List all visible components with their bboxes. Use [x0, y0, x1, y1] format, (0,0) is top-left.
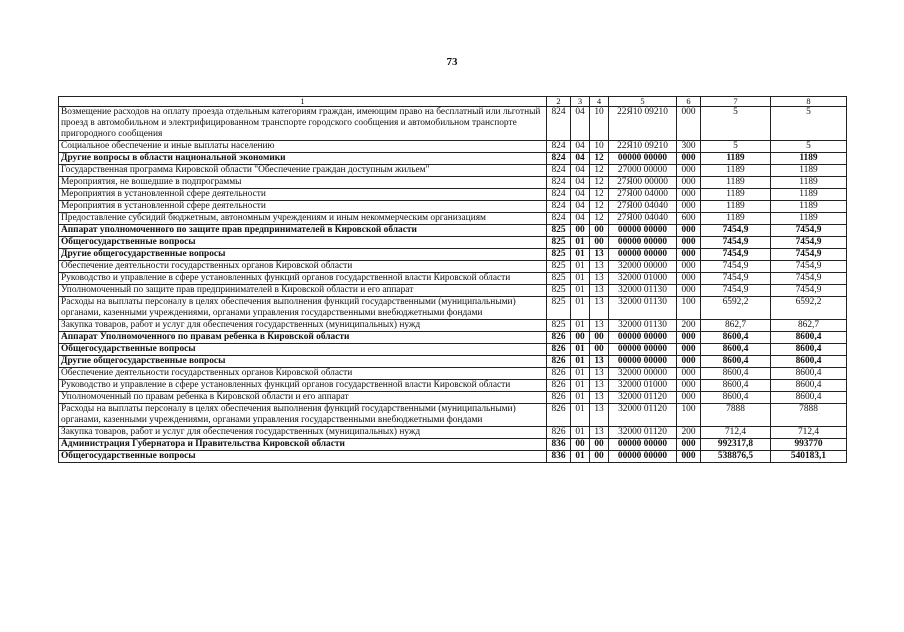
row-amount-2: 1189 [771, 153, 847, 165]
row-expense-type: 200 [677, 320, 701, 332]
row-section: 01 [571, 261, 590, 273]
row-section: 01 [571, 285, 590, 297]
row-expense-type: 300 [677, 141, 701, 153]
row-subsection: 12 [590, 213, 609, 225]
row-target-article: 27Я00 00000 [609, 177, 677, 189]
row-chapter: 825 [547, 225, 571, 237]
row-amount-2: 1189 [771, 189, 847, 201]
row-name: Возмещение расходов на оплату проезда отдельным категориям граждан, имеющим право на бесплатный или льготный проезд в автомобильном и электрифицированном транспорте городского сообщения и автомобильном транспорте пригородного сообщения [59, 107, 547, 141]
row-amount-2: 993770 [771, 439, 847, 451]
row-subsection: 13 [590, 380, 609, 392]
row-amount-1: 1189 [701, 153, 771, 165]
row-target-article: 00000 00000 [609, 439, 677, 451]
row-amount-2: 862,7 [771, 320, 847, 332]
header-col-1: 1 [59, 97, 547, 107]
row-target-article: 32000 01120 [609, 427, 677, 439]
table-header-row [59, 97, 847, 107]
row-target-article: 00000 00000 [609, 332, 677, 344]
row-name: Мероприятия в установленной сфере деятельности [59, 189, 547, 201]
row-amount-1: 5 [701, 141, 771, 153]
row-target-article: 00000 00000 [609, 153, 677, 165]
row-section: 01 [571, 249, 590, 261]
row-section: 04 [571, 107, 590, 141]
row-target-article: 27000 00000 [609, 165, 677, 177]
row-target-article: 32000 01130 [609, 297, 677, 320]
row-chapter: 825 [547, 237, 571, 249]
row-amount-1: 538876,5 [701, 451, 771, 463]
row-name: Руководство и управление в сфере установленных функций органов государственной власти Кировской области [59, 380, 547, 392]
table-row [59, 225, 847, 237]
row-section: 04 [571, 165, 590, 177]
row-expense-type: 000 [677, 332, 701, 344]
row-expense-type: 000 [677, 153, 701, 165]
row-expense-type: 000 [677, 177, 701, 189]
row-amount-1: 1189 [701, 177, 771, 189]
table-row [59, 237, 847, 249]
row-name: Обеспечение деятельности государственных органов Кировской области [59, 368, 547, 380]
row-name: Аппарат Уполномоченного по правам ребенка в Кировской области [59, 332, 547, 344]
row-amount-1: 6592,2 [701, 297, 771, 320]
row-name: Закупка товаров, работ и услуг для обеспечения государственных (муниципальных) нужд [59, 427, 547, 439]
row-section: 04 [571, 189, 590, 201]
row-amount-2: 6592,2 [771, 297, 847, 320]
row-subsection: 00 [590, 237, 609, 249]
row-amount-2: 5 [771, 141, 847, 153]
row-subsection: 13 [590, 392, 609, 404]
row-name: Общегосударственные вопросы [59, 451, 547, 463]
row-chapter: 825 [547, 261, 571, 273]
row-chapter: 824 [547, 213, 571, 225]
row-chapter: 825 [547, 273, 571, 285]
row-amount-2: 8600,4 [771, 380, 847, 392]
row-name: Уполномоченный по защите прав предпринимателей в Кировской области и его аппарат [59, 285, 547, 297]
row-expense-type: 000 [677, 261, 701, 273]
row-amount-1: 7888 [701, 404, 771, 427]
table-row [59, 344, 847, 356]
header-col-8: 8 [771, 97, 847, 107]
row-name: Администрация Губернатора и Правительства Кировской области [59, 439, 547, 451]
table-row [59, 451, 847, 463]
row-subsection: 13 [590, 297, 609, 320]
row-chapter: 824 [547, 201, 571, 213]
row-name: Общегосударственные вопросы [59, 237, 547, 249]
row-amount-2: 540183,1 [771, 451, 847, 463]
header-col-7: 7 [701, 97, 771, 107]
row-expense-type: 000 [677, 165, 701, 177]
row-amount-1: 5 [701, 107, 771, 141]
row-expense-type: 000 [677, 249, 701, 261]
row-subsection: 00 [590, 439, 609, 451]
row-name: Предоставление субсидий бюджетным, автономным учреждениям и иным некоммерческим организациям [59, 213, 547, 225]
row-subsection: 12 [590, 189, 609, 201]
row-amount-2: 7888 [771, 404, 847, 427]
row-name: Мероприятия, не вошедшие в подпрограммы [59, 177, 547, 189]
row-chapter: 826 [547, 356, 571, 368]
row-name: Другие вопросы в области национальной экономики [59, 153, 547, 165]
row-amount-2: 5 [771, 107, 847, 141]
row-section: 01 [571, 273, 590, 285]
row-subsection: 12 [590, 165, 609, 177]
row-chapter: 824 [547, 165, 571, 177]
row-amount-2: 7454,9 [771, 261, 847, 273]
row-section: 01 [571, 237, 590, 249]
row-name: Закупка товаров, работ и услуг для обеспечения государственных (муниципальных) нужд [59, 320, 547, 332]
row-subsection: 00 [590, 225, 609, 237]
row-target-article: 32000 01120 [609, 404, 677, 427]
row-name: Расходы на выплаты персоналу в целях обеспечения выполнения функций государственными (муниципальными) органами, казенными учреждениями, органами управления государственными внебюджетными фондами [59, 404, 547, 427]
row-amount-2: 7454,9 [771, 225, 847, 237]
row-amount-1: 8600,4 [701, 380, 771, 392]
row-expense-type: 000 [677, 285, 701, 297]
row-subsection: 13 [590, 368, 609, 380]
row-target-article: 27Я00 04040 [609, 201, 677, 213]
table-row [59, 261, 847, 273]
row-section: 00 [571, 332, 590, 344]
row-subsection: 00 [590, 451, 609, 463]
row-chapter: 836 [547, 439, 571, 451]
row-amount-2: 1189 [771, 201, 847, 213]
row-expense-type: 000 [677, 107, 701, 141]
row-chapter: 836 [547, 451, 571, 463]
row-expense-type: 000 [677, 356, 701, 368]
row-subsection: 12 [590, 153, 609, 165]
row-target-article: 27Я00 04000 [609, 189, 677, 201]
header-col-5: 5 [609, 97, 677, 107]
row-target-article: 32000 01000 [609, 380, 677, 392]
row-target-article: 32000 01130 [609, 285, 677, 297]
row-target-article: 22Я10 09210 [609, 141, 677, 153]
row-chapter: 824 [547, 141, 571, 153]
row-section: 04 [571, 153, 590, 165]
row-subsection: 00 [590, 332, 609, 344]
row-subsection: 13 [590, 285, 609, 297]
row-amount-2: 8600,4 [771, 332, 847, 344]
row-expense-type: 000 [677, 344, 701, 356]
header-col-2: 2 [547, 97, 571, 107]
row-amount-1: 712,4 [701, 427, 771, 439]
row-name: Государственная программа Кировской области "Обеспечение граждан доступным жильем" [59, 165, 547, 177]
row-amount-2: 1189 [771, 213, 847, 225]
row-expense-type: 600 [677, 213, 701, 225]
row-chapter: 825 [547, 249, 571, 261]
row-subsection: 12 [590, 177, 609, 189]
row-chapter: 825 [547, 297, 571, 320]
row-section: 01 [571, 320, 590, 332]
row-subsection: 13 [590, 427, 609, 439]
header-col-6: 6 [677, 97, 701, 107]
row-target-article: 00000 00000 [609, 356, 677, 368]
table-row [59, 356, 847, 368]
row-amount-1: 862,7 [701, 320, 771, 332]
row-chapter: 826 [547, 344, 571, 356]
row-subsection: 10 [590, 141, 609, 153]
row-amount-2: 1189 [771, 177, 847, 189]
row-name: Расходы на выплаты персоналу в целях обеспечения выполнения функций государственными (муниципальными) органами, казенными учреждениями, органами управления государственными внебюджетными фондами [59, 297, 547, 320]
table-body [59, 107, 847, 463]
table-row [59, 427, 847, 439]
row-amount-1: 1189 [701, 213, 771, 225]
row-target-article: 00000 00000 [609, 225, 677, 237]
table-row [59, 141, 847, 153]
row-target-article: 32000 01000 [609, 273, 677, 285]
row-chapter: 824 [547, 177, 571, 189]
row-target-article: 22Я10 09210 [609, 107, 677, 141]
row-expense-type: 000 [677, 273, 701, 285]
row-subsection: 12 [590, 201, 609, 213]
row-amount-1: 1189 [701, 201, 771, 213]
table-row [59, 177, 847, 189]
row-name: Другие общегосударственные вопросы [59, 356, 547, 368]
row-target-article: 00000 00000 [609, 344, 677, 356]
row-amount-2: 8600,4 [771, 368, 847, 380]
row-section: 01 [571, 368, 590, 380]
row-amount-2: 8600,4 [771, 356, 847, 368]
table-row [59, 249, 847, 261]
row-amount-1: 7454,9 [701, 225, 771, 237]
row-amount-1: 7454,9 [701, 261, 771, 273]
table-row [59, 213, 847, 225]
table-row [59, 285, 847, 297]
row-name: Мероприятия в установленной сфере деятельности [59, 201, 547, 213]
row-target-article: 32000 01120 [609, 392, 677, 404]
row-amount-2: 1189 [771, 165, 847, 177]
row-amount-1: 7454,9 [701, 237, 771, 249]
row-amount-1: 1189 [701, 165, 771, 177]
row-expense-type: 000 [677, 201, 701, 213]
page-number: 73 [446, 56, 458, 68]
row-expense-type: 000 [677, 225, 701, 237]
row-name: Уполномоченный по правам ребенка в Кировской области и его аппарат [59, 392, 547, 404]
row-amount-1: 7454,9 [701, 249, 771, 261]
row-name: Аппарат уполномоченного по защите прав предпринимателей в Кировской области [59, 225, 547, 237]
row-amount-1: 7454,9 [701, 285, 771, 297]
row-subsection: 13 [590, 261, 609, 273]
row-section: 01 [571, 380, 590, 392]
row-expense-type: 000 [677, 237, 701, 249]
row-amount-1: 8600,4 [701, 356, 771, 368]
row-amount-1: 992317,8 [701, 439, 771, 451]
table-row [59, 273, 847, 285]
row-section: 04 [571, 177, 590, 189]
row-subsection: 13 [590, 356, 609, 368]
row-amount-2: 7454,9 [771, 249, 847, 261]
row-amount-2: 7454,9 [771, 237, 847, 249]
row-expense-type: 000 [677, 380, 701, 392]
row-target-article: 27Я00 04040 [609, 213, 677, 225]
row-section: 00 [571, 439, 590, 451]
table-row [59, 201, 847, 213]
row-chapter: 826 [547, 392, 571, 404]
row-expense-type: 000 [677, 392, 701, 404]
row-chapter: 824 [547, 107, 571, 141]
row-expense-type: 000 [677, 439, 701, 451]
row-section: 01 [571, 404, 590, 427]
row-section: 01 [571, 451, 590, 463]
table-row [59, 404, 847, 427]
row-target-article: 00000 00000 [609, 237, 677, 249]
row-chapter: 826 [547, 332, 571, 344]
row-expense-type: 100 [677, 404, 701, 427]
row-chapter: 826 [547, 368, 571, 380]
row-subsection: 10 [590, 107, 609, 141]
table-row [59, 332, 847, 344]
row-amount-2: 8600,4 [771, 344, 847, 356]
table-row [59, 380, 847, 392]
row-amount-1: 8600,4 [701, 392, 771, 404]
row-subsection: 13 [590, 273, 609, 285]
table-row [59, 153, 847, 165]
row-name: Общегосударственные вопросы [59, 344, 547, 356]
row-target-article: 32000 01130 [609, 320, 677, 332]
row-expense-type: 000 [677, 451, 701, 463]
row-target-article: 00000 00000 [609, 451, 677, 463]
row-name: Другие общегосударственные вопросы [59, 249, 547, 261]
row-amount-1: 8600,4 [701, 344, 771, 356]
row-amount-2: 712,4 [771, 427, 847, 439]
row-chapter: 825 [547, 320, 571, 332]
row-amount-1: 8600,4 [701, 332, 771, 344]
header-col-4: 4 [590, 97, 609, 107]
row-name: Обеспечение деятельности государственных органов Кировской области [59, 261, 547, 273]
table-row [59, 189, 847, 201]
table-row [59, 439, 847, 451]
row-chapter: 826 [547, 404, 571, 427]
row-chapter: 825 [547, 285, 571, 297]
row-section: 04 [571, 213, 590, 225]
row-name: Руководство и управление в сфере установленных функций органов государственной власти Кировской области [59, 273, 547, 285]
row-section: 04 [571, 201, 590, 213]
row-section: 01 [571, 297, 590, 320]
row-name: Социальное обеспечение и иные выплаты населению [59, 141, 547, 153]
header-col-3: 3 [571, 97, 590, 107]
row-subsection: 13 [590, 320, 609, 332]
row-subsection: 00 [590, 344, 609, 356]
row-chapter: 824 [547, 153, 571, 165]
budget-table [58, 96, 847, 463]
row-section: 00 [571, 225, 590, 237]
table-row [59, 320, 847, 332]
row-expense-type: 000 [677, 368, 701, 380]
row-chapter: 824 [547, 189, 571, 201]
row-target-article: 32000 00000 [609, 261, 677, 273]
row-section: 04 [571, 141, 590, 153]
row-subsection: 13 [590, 249, 609, 261]
row-chapter: 826 [547, 380, 571, 392]
row-expense-type: 000 [677, 189, 701, 201]
table-row [59, 368, 847, 380]
row-amount-1: 8600,4 [701, 368, 771, 380]
table-row [59, 297, 847, 320]
row-amount-2: 8600,4 [771, 392, 847, 404]
row-chapter: 826 [547, 427, 571, 439]
row-target-article: 00000 00000 [609, 249, 677, 261]
row-expense-type: 200 [677, 427, 701, 439]
row-amount-1: 7454,9 [701, 273, 771, 285]
row-section: 01 [571, 392, 590, 404]
row-target-article: 32000 00000 [609, 368, 677, 380]
row-amount-2: 7454,9 [771, 285, 847, 297]
row-section: 01 [571, 344, 590, 356]
row-section: 01 [571, 427, 590, 439]
row-section: 01 [571, 356, 590, 368]
table-row [59, 165, 847, 177]
row-amount-2: 7454,9 [771, 273, 847, 285]
row-amount-1: 1189 [701, 189, 771, 201]
row-expense-type: 100 [677, 297, 701, 320]
table-row [59, 392, 847, 404]
row-subsection: 13 [590, 404, 609, 427]
table-row [59, 107, 847, 141]
